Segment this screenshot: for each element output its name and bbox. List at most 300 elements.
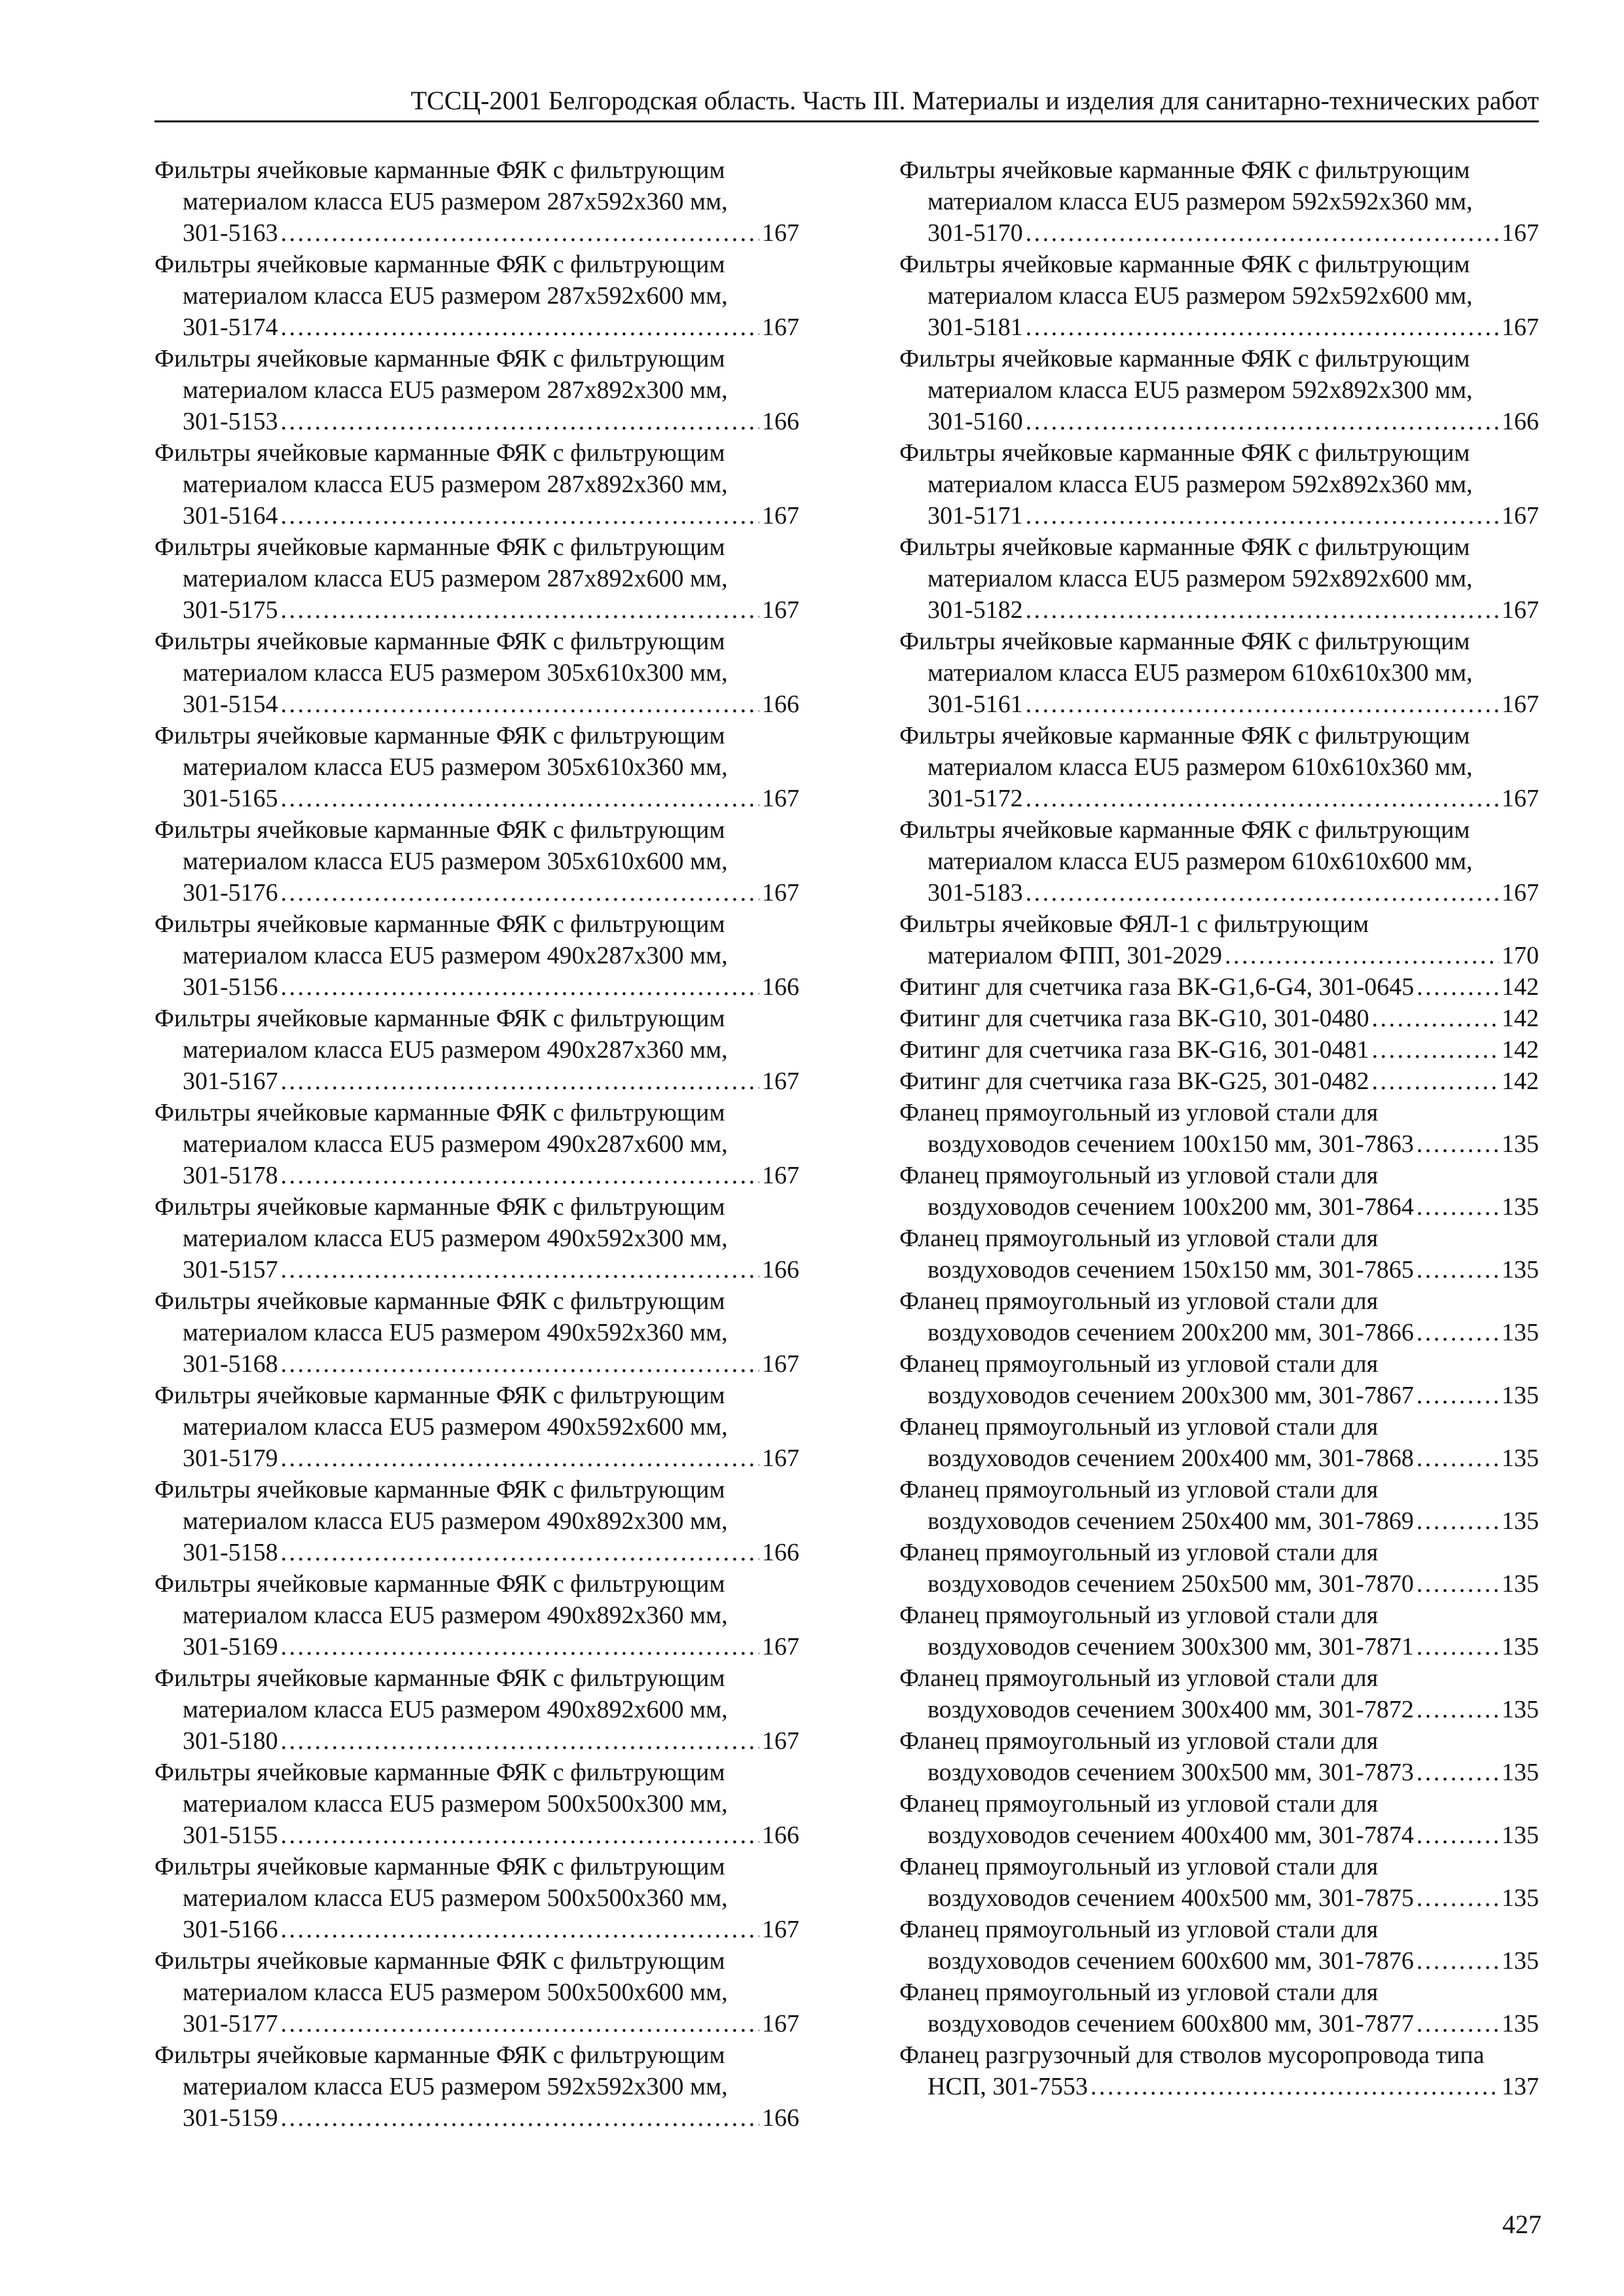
entry-page-number: 166 <box>762 1256 799 1283</box>
entry-text: воздуховодов сечением 300x500 мм, 301-7873 <box>928 1759 1414 1786</box>
entry-text: воздуховодов сечением 300x300 мм, 301-7871 <box>928 1633 1414 1660</box>
entry-last-line <box>899 1945 1539 1977</box>
entry-text: Фильтры ячейковые карманные ФЯК с фильтрующим <box>899 345 1470 372</box>
index-entry <box>154 1568 799 1662</box>
entry-last-line <box>899 1380 1539 1411</box>
entry-text: Фланец прямоугольный из угловой стали для <box>899 1979 1379 2006</box>
dot-leader <box>1372 1066 1499 1097</box>
entry-page-number: 135 <box>1502 1570 1539 1598</box>
entry-text: Фильтры ячейковые карманные ФЯК с фильтрующим <box>154 2041 725 2069</box>
entry-page-number: 135 <box>1502 1319 1539 1346</box>
entry-text: 301-5155 <box>183 1821 278 1849</box>
entry-last-line <box>899 1631 1539 1662</box>
entry-text: Фланец прямоугольный из угловой стали для <box>899 1413 1379 1441</box>
entry-page-number: 170 <box>1502 942 1539 969</box>
entry-text: Фланец прямоугольный из угловой стали для <box>899 1727 1379 1755</box>
entry-text: материалом класса EU5 размером 610x610x600 мм, <box>928 848 1473 875</box>
index-entry <box>154 1851 799 1945</box>
dot-leader <box>1416 1128 1499 1160</box>
entry-page-number: 166 <box>762 408 799 435</box>
entry-last-line <box>154 1820 799 1851</box>
entry-page-number: 166 <box>762 973 799 1001</box>
entry-page-number: 167 <box>762 785 799 812</box>
dot-leader <box>1416 1317 1499 1348</box>
entry-text: Фитинг для счетчика газа ВК-G16, 301-0481 <box>899 1036 1369 1064</box>
dot-leader <box>281 312 759 343</box>
entry-text: материалом класса EU5 размером 490x287x300 мм, <box>183 942 728 969</box>
entry-page-number: 166 <box>762 1821 799 1849</box>
entry-text: воздуховодов сечением 600x600 мм, 301-7876 <box>928 1947 1414 1975</box>
entry-text: материалом класса EU5 размером 500x500x300 мм, <box>183 1790 728 1818</box>
entry-text: материалом класса EU5 размером 610x610x360 мм, <box>928 753 1473 781</box>
index-entry <box>899 1003 1539 1034</box>
entry-page-number: 135 <box>1502 1507 1539 1535</box>
entry-text: Фланец прямоугольный из угловой стали для <box>899 1602 1379 1629</box>
dot-leader <box>1416 1945 1499 1977</box>
entry-page-number: 166 <box>762 691 799 718</box>
index-entry <box>899 971 1539 1003</box>
index-entry <box>154 1097 799 1191</box>
entry-text: материалом класса EU5 размером 490x892x600 мм, <box>183 1696 728 1723</box>
entry-text: материалом класса EU5 размером 490x592x600 мм, <box>183 1413 728 1441</box>
entry-page-number: 167 <box>762 502 799 529</box>
index-entry <box>899 2039 1539 2102</box>
entry-text: 301-5164 <box>183 502 278 529</box>
entry-text: Фланец прямоугольный из угловой стали для <box>899 1539 1379 1566</box>
entry-text: 301-5179 <box>183 1444 278 1472</box>
index-entry <box>154 1003 799 1097</box>
entry-page-number: 135 <box>1502 1759 1539 1786</box>
index-entry <box>154 1757 799 1851</box>
index-column-left <box>154 154 799 2134</box>
entry-text: 301-5175 <box>183 596 278 624</box>
entry-text: 301-5153 <box>183 408 278 435</box>
entry-last-line <box>899 1882 1539 1914</box>
entry-last-line <box>899 1443 1539 1474</box>
entry-text: материалом класса EU5 размером 490x592x300 мм, <box>183 1225 728 1252</box>
entry-last-line <box>154 594 799 626</box>
entry-text: материалом класса EU5 размером 490x892x300 мм, <box>183 1507 728 1535</box>
dot-leader <box>1026 500 1499 531</box>
entry-text: Фильтры ячейковые карманные ФЯК с фильтрующим <box>154 1570 725 1598</box>
entry-text: воздуховодов сечением 200x400 мм, 301-7868 <box>928 1444 1414 1472</box>
entry-last-line <box>154 1914 799 1945</box>
index-entry <box>899 1160 1539 1223</box>
index-entry <box>154 249 799 343</box>
entry-page-number: 167 <box>1502 691 1539 718</box>
entry-text: материалом класса EU5 размером 490x287x600 мм, <box>183 1130 728 1158</box>
index-entry <box>899 1788 1539 1851</box>
entry-page-number: 142 <box>1502 1005 1539 1032</box>
entry-text: материалом класса EU5 размером 490x592x360 мм, <box>183 1319 728 1346</box>
index-entry <box>899 1097 1539 1160</box>
entry-page-number: 135 <box>1502 1193 1539 1221</box>
entry-page-number: 167 <box>762 2010 799 2037</box>
entry-text: Фланец прямоугольный из угловой стали для <box>899 1287 1379 1315</box>
entry-last-line <box>899 500 1539 531</box>
index-entry <box>154 1662 799 1757</box>
entry-page-number: 135 <box>1502 1821 1539 1849</box>
entry-last-line <box>899 971 1539 1003</box>
entry-last-line <box>154 1254 799 1285</box>
dot-leader <box>1416 1882 1499 1914</box>
entry-text: 301-5176 <box>183 879 278 906</box>
entry-page-number: 167 <box>762 314 799 341</box>
entry-text: Фильтры ячейковые карманные ФЯК с фильтрующим <box>154 1476 725 1503</box>
entry-text: Фланец прямоугольный из угловой стали для <box>899 1225 1379 1252</box>
entry-last-line <box>899 1568 1539 1600</box>
entry-page-number: 135 <box>1502 1444 1539 1472</box>
dot-leader <box>281 2008 759 2039</box>
entry-page-number: 167 <box>762 1727 799 1755</box>
entry-text: материалом ФПП, 301-2029 <box>928 942 1223 969</box>
index-entry <box>154 1380 799 1474</box>
entry-text: материалом класса EU5 размером 287x892x300 мм, <box>183 376 728 404</box>
entry-text: Фланец прямоугольный из угловой стали для <box>899 1853 1379 1880</box>
entry-last-line <box>154 877 799 908</box>
index-entry <box>154 626 799 720</box>
entry-text: воздуховодов сечением 150x150 мм, 301-7865 <box>928 1256 1414 1283</box>
dot-leader <box>281 500 759 531</box>
index-entry <box>154 2039 799 2134</box>
entry-last-line <box>899 1317 1539 1348</box>
entry-page-number: 166 <box>762 1539 799 1566</box>
index-entry <box>899 720 1539 814</box>
entry-text: Фитинг для счетчика газа ВК-G25, 301-0482 <box>899 1067 1369 1095</box>
entry-text: Фильтры ячейковые карманные ФЯК с фильтрующим <box>154 439 725 467</box>
entry-text: материалом класса EU5 размером 592x592x600 мм, <box>928 282 1473 310</box>
entry-text: Фильтры ячейковые карманные ФЯК с фильтрующим <box>154 1099 725 1126</box>
entry-last-line <box>154 1066 799 1097</box>
dot-leader <box>281 689 759 720</box>
entry-page-number: 167 <box>762 596 799 624</box>
dot-leader <box>1416 1505 1499 1537</box>
entry-text: Фитинг для счетчика газа ВК-G1,6-G4, 301-0645 <box>899 973 1415 1001</box>
dot-leader <box>1026 877 1499 908</box>
entry-text: воздуховодов сечением 600x800 мм, 301-7877 <box>928 2010 1414 2037</box>
entry-text: 301-5156 <box>183 973 278 1001</box>
entry-text: Фильтры ячейковые карманные ФЯК с фильтрующим <box>154 910 725 938</box>
entry-text: воздуховодов сечением 400x500 мм, 301-7875 <box>928 1884 1414 1912</box>
entry-text: воздуховодов сечением 300x400 мм, 301-7872 <box>928 1696 1414 1723</box>
index-entry <box>899 531 1539 626</box>
entry-text: материалом класса EU5 размером 287x892x360 мм, <box>183 471 728 498</box>
entry-last-line <box>899 877 1539 908</box>
entry-text: материалом класса EU5 размером 500x500x600 мм, <box>183 1979 728 2006</box>
entry-last-line <box>154 971 799 1003</box>
entry-text: 301-5172 <box>928 785 1023 812</box>
dot-leader <box>1416 1191 1499 1223</box>
dot-leader <box>1416 1820 1499 1851</box>
entry-text: материалом класса EU5 размером 500x500x360 мм, <box>183 1884 728 1912</box>
entry-text: материалом класса EU5 размером 592x892x600 мм, <box>928 565 1473 592</box>
dot-leader <box>281 1914 759 1945</box>
entry-text: 301-5161 <box>928 691 1023 718</box>
dot-leader <box>281 406 759 437</box>
dot-leader <box>1416 2008 1499 2039</box>
index-entry <box>899 1348 1539 1411</box>
entry-last-line <box>899 406 1539 437</box>
entry-text: Фильтры ячейковые карманные ФЯК с фильтрующим <box>154 722 725 749</box>
entry-text: 301-5178 <box>183 1162 278 1189</box>
entry-page-number: 135 <box>1502 1696 1539 1723</box>
entry-text: Фланец прямоугольный из угловой стали для <box>899 1099 1379 1126</box>
dot-leader <box>1026 312 1499 343</box>
dot-leader <box>1026 217 1499 249</box>
dot-leader <box>281 594 759 626</box>
entry-text: воздуховодов сечением 400x400 мм, 301-7874 <box>928 1821 1414 1849</box>
entry-last-line <box>899 689 1539 720</box>
index-entry <box>154 1191 799 1285</box>
entry-text: 301-5165 <box>183 785 278 812</box>
entry-text: материалом класса EU5 размером 490x892x360 мм, <box>183 1602 728 1629</box>
index-entry <box>899 1066 1539 1097</box>
dot-leader <box>1416 1694 1499 1725</box>
index-entry <box>899 908 1539 971</box>
entry-page-number: 142 <box>1502 973 1539 1001</box>
index-entry <box>899 1851 1539 1914</box>
entry-text: 301-5163 <box>183 219 278 247</box>
index-entry <box>899 1537 1539 1600</box>
header-title: ТССЦ-2001 Белгородская область. Часть III. Материалы и изделия для санитарно-технических работ <box>410 86 1539 115</box>
dot-leader <box>1416 1631 1499 1662</box>
entry-page-number: 167 <box>1502 879 1539 906</box>
entry-text: Фильтры ячейковые карманные ФЯК с фильтрующим <box>899 722 1470 749</box>
entry-text: Фильтры ячейковые карманные ФЯК с фильтрующим <box>154 345 725 372</box>
entry-text: 301-5181 <box>928 314 1023 341</box>
dot-leader <box>281 783 759 814</box>
dot-leader <box>1372 1003 1499 1034</box>
dot-leader <box>281 1160 759 1191</box>
entry-text: Фильтры ячейковые карманные ФЯК с фильтрующим <box>154 1287 725 1315</box>
index-entry <box>154 908 799 1003</box>
dot-leader <box>1416 1380 1499 1411</box>
entry-text: материалом класса EU5 размером 287x592x360 мм, <box>183 188 728 215</box>
entry-text: материалом класса EU5 размером 287x592x600 мм, <box>183 282 728 310</box>
entry-text: Фланец разгрузочный для стволов мусоропровода типа <box>899 2041 1485 2069</box>
entry-text: Фильтры ячейковые карманные ФЯК с фильтрующим <box>154 628 725 655</box>
entry-text: Фильтры ячейковые карманные ФЯК с фильтрующим <box>899 628 1470 655</box>
entry-text: Фильтры ячейковые карманные ФЯК с фильтрующим <box>899 251 1470 278</box>
index-entry <box>154 343 799 437</box>
entry-last-line <box>899 1505 1539 1537</box>
entry-text: 301-5171 <box>928 502 1023 529</box>
entry-text: Фильтры ячейковые карманные ФЯК с фильтрующим <box>899 533 1470 561</box>
entry-last-line <box>154 1348 799 1380</box>
entry-page-number: 167 <box>762 1633 799 1660</box>
index-column-right <box>899 154 1539 2102</box>
entry-text: 301-5159 <box>183 2104 278 2132</box>
index-entry <box>899 437 1539 531</box>
index-entry <box>899 249 1539 343</box>
entry-text: Фильтры ячейковые карманные ФЯК с фильтрующим <box>154 1193 725 1221</box>
entry-last-line <box>899 312 1539 343</box>
index-entry <box>154 1285 799 1380</box>
dot-leader <box>1091 2071 1499 2102</box>
entry-page-number: 167 <box>762 1916 799 1943</box>
index-entry <box>154 814 799 908</box>
index-entry <box>899 1600 1539 1662</box>
entry-page-number: 167 <box>762 1162 799 1189</box>
entry-text: воздуховодов сечением 200x200 мм, 301-7866 <box>928 1319 1414 1346</box>
dot-leader <box>281 1066 759 1097</box>
entry-text: Фильтры ячейковые карманные ФЯК с фильтрующим <box>899 439 1470 467</box>
entry-last-line <box>899 1694 1539 1725</box>
dot-leader <box>281 1443 759 1474</box>
entry-text: Фильтры ячейковые ФЯЛ-1 с фильтрующим <box>899 910 1369 938</box>
entry-last-line <box>154 1537 799 1568</box>
entry-last-line <box>154 500 799 531</box>
entry-text: материалом класса EU5 размером 610x610x300 мм, <box>928 659 1473 687</box>
dot-leader <box>281 1631 759 1662</box>
entry-page-number: 167 <box>762 1067 799 1095</box>
entry-last-line <box>899 1066 1539 1097</box>
entry-text: Фланец прямоугольный из угловой стали для <box>899 1476 1379 1503</box>
entry-last-line <box>899 1003 1539 1034</box>
dot-leader <box>281 877 759 908</box>
entry-page-number: 135 <box>1502 1382 1539 1409</box>
entry-page-number: 167 <box>1502 219 1539 247</box>
entry-text: Фильтры ячейковые карманные ФЯК с фильтрующим <box>899 816 1470 844</box>
entry-last-line <box>899 1128 1539 1160</box>
entry-text: Фильтры ячейковые карманные ФЯК с фильтрующим <box>154 251 725 278</box>
entry-text: воздуховодов сечением 100x150 мм, 301-7863 <box>928 1130 1414 1158</box>
index-entry <box>899 1474 1539 1537</box>
entry-text: Фильтры ячейковые карманные ФЯК с фильтрующим <box>154 1759 725 1786</box>
entry-text: материалом класса EU5 размером 592x892x360 мм, <box>928 471 1473 498</box>
dot-leader <box>281 1725 759 1757</box>
entry-page-number: 142 <box>1502 1036 1539 1064</box>
dot-leader <box>1026 689 1499 720</box>
entry-last-line <box>899 1191 1539 1223</box>
entry-text: 301-5174 <box>183 314 278 341</box>
index-entry <box>899 1725 1539 1788</box>
entry-last-line <box>899 783 1539 814</box>
entry-text: Фильтры ячейковые карманные ФЯК с фильтрующим <box>154 156 725 184</box>
dot-leader <box>281 1820 759 1851</box>
entry-text: Фильтры ячейковые карманные ФЯК с фильтрующим <box>154 1853 725 1880</box>
entry-page-number: 166 <box>1502 408 1539 435</box>
entry-page-number: 167 <box>1502 314 1539 341</box>
entry-text: материалом класса EU5 размером 287x892x600 мм, <box>183 565 728 592</box>
entry-text: Фильтры ячейковые карманные ФЯК с фильтрующим <box>154 533 725 561</box>
dot-leader <box>1026 783 1499 814</box>
dot-leader <box>1372 1034 1499 1066</box>
page-header <box>154 79 1539 122</box>
entry-text: Фланец прямоугольный из угловой стали для <box>899 1916 1379 1943</box>
entry-page-number: 167 <box>762 1350 799 1378</box>
entry-text: 301-5170 <box>928 219 1023 247</box>
entry-text: 301-5154 <box>183 691 278 718</box>
entry-last-line <box>899 1034 1539 1066</box>
dot-leader <box>281 217 759 249</box>
index-entry <box>899 626 1539 720</box>
entry-last-line <box>899 594 1539 626</box>
entry-text: 301-5160 <box>928 408 1023 435</box>
index-entry <box>899 1034 1539 1066</box>
index-entry <box>154 1945 799 2039</box>
entry-text: Фильтры ячейковые карманные ФЯК с фильтрующим <box>154 1382 725 1409</box>
dot-leader <box>1416 1254 1499 1285</box>
entry-last-line <box>154 1160 799 1191</box>
dot-leader <box>1225 940 1499 971</box>
entry-last-line <box>899 940 1539 971</box>
entry-page-number: 167 <box>762 1444 799 1472</box>
entry-text: Фланец прямоугольный из угловой стали для <box>899 1790 1379 1818</box>
entry-page-number: 137 <box>1502 2073 1539 2100</box>
entry-page-number: 135 <box>1502 1633 1539 1660</box>
entry-text: 301-5167 <box>183 1067 278 1095</box>
index-entry <box>154 437 799 531</box>
entry-text: Фитинг для счетчика газа ВК-G10, 301-0480 <box>899 1005 1369 1032</box>
entry-text: Фильтры ячейковые карманные ФЯК с фильтрующим <box>154 816 725 844</box>
entry-page-number: 167 <box>762 219 799 247</box>
entry-text: материалом класса EU5 размером 305x610x300 мм, <box>183 659 728 687</box>
entry-last-line <box>154 1631 799 1662</box>
page-number: 427 <box>1502 2210 1542 2239</box>
entry-text: 301-5166 <box>183 1916 278 1943</box>
index-entry <box>899 1662 1539 1725</box>
dot-leader <box>281 1348 759 1380</box>
entry-page-number: 166 <box>762 2104 799 2132</box>
index-entry <box>899 154 1539 249</box>
entry-text: 301-5158 <box>183 1539 278 1566</box>
entry-page-number: 167 <box>1502 785 1539 812</box>
index-entry <box>154 154 799 249</box>
entry-text: Фильтры ячейковые карманные ФЯК с фильтрующим <box>899 156 1470 184</box>
index-entry <box>899 1977 1539 2039</box>
entry-text: НСП, 301-7553 <box>928 2073 1088 2100</box>
entry-text: Фильтры ячейковые карманные ФЯК с фильтрующим <box>154 1664 725 1692</box>
entry-page-number: 135 <box>1502 1130 1539 1158</box>
entry-text: материалом класса EU5 размером 592x892x300 мм, <box>928 376 1473 404</box>
entry-text: 301-5157 <box>183 1256 278 1283</box>
entry-text: Фланец прямоугольный из угловой стали для <box>899 1664 1379 1692</box>
entry-text: 301-5180 <box>183 1727 278 1755</box>
entry-text: воздуховодов сечением 250x500 мм, 301-7870 <box>928 1570 1414 1598</box>
entry-page-number: 135 <box>1502 1256 1539 1283</box>
entry-text: материалом класса EU5 размером 592x592x300 мм, <box>183 2073 728 2100</box>
entry-text: 301-5168 <box>183 1350 278 1378</box>
entry-last-line <box>899 2008 1539 2039</box>
entry-last-line <box>154 2102 799 2134</box>
entry-page-number: 167 <box>1502 596 1539 624</box>
index-entry <box>154 720 799 814</box>
dot-leader <box>1026 594 1499 626</box>
entry-text: Фланец прямоугольный из угловой стали для <box>899 1350 1379 1378</box>
index-entry <box>899 1223 1539 1285</box>
index-entry <box>154 531 799 626</box>
entry-text: 301-5177 <box>183 2010 278 2037</box>
entry-page-number: 135 <box>1502 1884 1539 1912</box>
dot-leader <box>1416 971 1499 1003</box>
dot-leader <box>1416 1443 1499 1474</box>
dot-leader <box>281 2102 759 2134</box>
entry-text: материалом класса EU5 размером 592x592x360 мм, <box>928 188 1473 215</box>
dot-leader <box>1416 1757 1499 1788</box>
entry-text: 301-5182 <box>928 596 1023 624</box>
entry-last-line <box>899 217 1539 249</box>
entry-text: 301-5169 <box>183 1633 278 1660</box>
entry-text: 301-5183 <box>928 879 1023 906</box>
index-entry <box>154 1474 799 1568</box>
dot-leader <box>1416 1568 1499 1600</box>
dot-leader <box>281 1537 759 1568</box>
entry-page-number: 135 <box>1502 2010 1539 2037</box>
entry-text: воздуховодов сечением 200x300 мм, 301-7867 <box>928 1382 1414 1409</box>
entry-last-line <box>899 1820 1539 1851</box>
entry-text: материалом класса EU5 размером 305x610x360 мм, <box>183 753 728 781</box>
